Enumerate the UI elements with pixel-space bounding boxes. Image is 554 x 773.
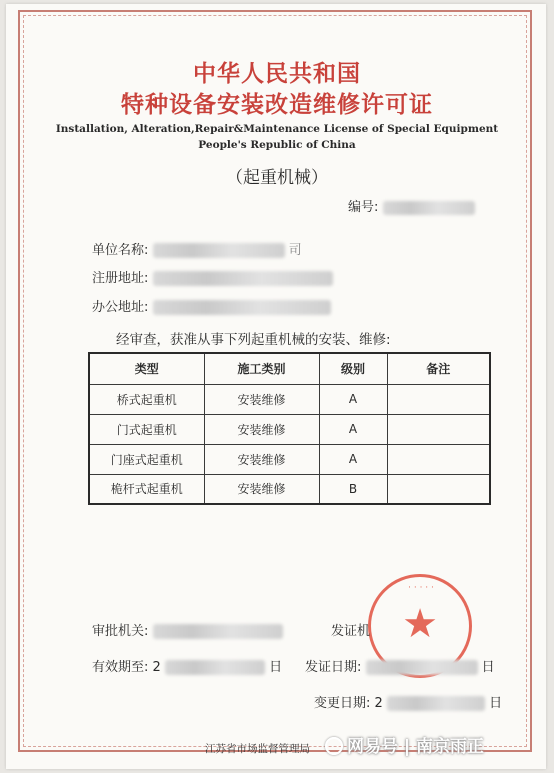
- redacted-issue-date: [366, 660, 478, 675]
- title-cn-line1: 中华人民共和国: [193, 61, 361, 87]
- table-row: [89, 474, 490, 504]
- cell-remarks: [387, 384, 490, 414]
- change-prefix: 2: [374, 696, 383, 711]
- issuing-bureau-footer: 江苏省市场监督管理局: [205, 743, 310, 755]
- review-statement: 经审查，获准从事下列起重机械的安装、维修:: [116, 332, 391, 348]
- star-icon: ★: [402, 601, 438, 647]
- cell-level: A: [319, 414, 387, 444]
- cell-category: 安装维修: [204, 474, 319, 504]
- change-date-label: 变更日期:: [314, 696, 371, 711]
- header-type: 类型: [89, 353, 204, 384]
- seal-arc-text: · · · · ·: [408, 583, 434, 593]
- valid-prefix: 2: [152, 660, 161, 675]
- office-address-row: [92, 296, 331, 315]
- cell-type: 门座式起重机: [89, 444, 204, 474]
- redacted-number: [383, 201, 475, 215]
- cell-type: 桅杆式起重机: [89, 474, 204, 504]
- unit-name-row: [92, 239, 302, 258]
- redacted-valid-date: [165, 660, 265, 675]
- table-row: [89, 414, 490, 444]
- header-work-category: 施工类别: [204, 353, 319, 384]
- change-tail: 日: [489, 696, 503, 711]
- issuing-authority-row: [331, 620, 370, 639]
- redacted-approval-authority: [153, 624, 283, 639]
- cell-remarks: [387, 444, 490, 474]
- registered-address-row: [92, 267, 333, 286]
- title-en-line1: Installation, Alteration,Repair&Maintenance License of Special Equipment: [55, 123, 499, 135]
- watermark-text: 网易号 | 南京雨正: [347, 737, 485, 757]
- table-row: [89, 384, 490, 414]
- redacted-reg-address: [153, 271, 333, 286]
- title-en-line2: People's Republic of China: [198, 139, 356, 151]
- office-addr-label: 办公地址:: [92, 300, 149, 315]
- cell-remarks: [387, 414, 490, 444]
- reg-addr-label: 注册地址:: [92, 271, 149, 286]
- issue-date-label: 发证日期:: [305, 660, 362, 675]
- watermark: [325, 732, 550, 762]
- title-cn-line2: 特种设备安装改造维修许可证: [121, 92, 433, 118]
- certificate-number: [348, 196, 475, 215]
- change-date-row: [314, 692, 502, 711]
- table-row: [89, 444, 490, 474]
- header-remarks: 备注: [387, 353, 490, 384]
- cell-category: 安装维修: [204, 384, 319, 414]
- subtitle: （起重机械）: [226, 168, 328, 188]
- cell-category: 安装维修: [204, 444, 319, 474]
- cell-level: B: [319, 474, 387, 504]
- header-level: 级别: [319, 353, 387, 384]
- table-header-row: [89, 353, 490, 384]
- cell-type: 桥式起重机: [89, 384, 204, 414]
- cell-category: 安装维修: [204, 414, 319, 444]
- redacted-change-date: [387, 696, 485, 711]
- cell-remarks: [387, 474, 490, 504]
- approval-label: 审批机关:: [92, 624, 149, 639]
- approval-authority-row: [92, 620, 283, 639]
- unit-tail: 司: [288, 243, 302, 258]
- netease-logo-icon: [325, 737, 343, 755]
- redacted-office-address: [153, 300, 331, 315]
- valid-label: 有效期至:: [92, 660, 149, 675]
- cell-level: A: [319, 444, 387, 474]
- redacted-unit-name: [153, 243, 285, 258]
- valid-tail: 日: [269, 660, 283, 675]
- cell-type: 门式起重机: [89, 414, 204, 444]
- cell-level: A: [319, 384, 387, 414]
- issue-date-row: [305, 656, 495, 675]
- issue-date-tail: 日: [481, 660, 495, 675]
- unit-label: 单位名称:: [92, 243, 149, 258]
- number-label: 编号:: [348, 200, 379, 215]
- license-scope-table: [88, 352, 491, 505]
- valid-until-row: [92, 656, 282, 675]
- issuer-label: 发证机: [331, 624, 371, 639]
